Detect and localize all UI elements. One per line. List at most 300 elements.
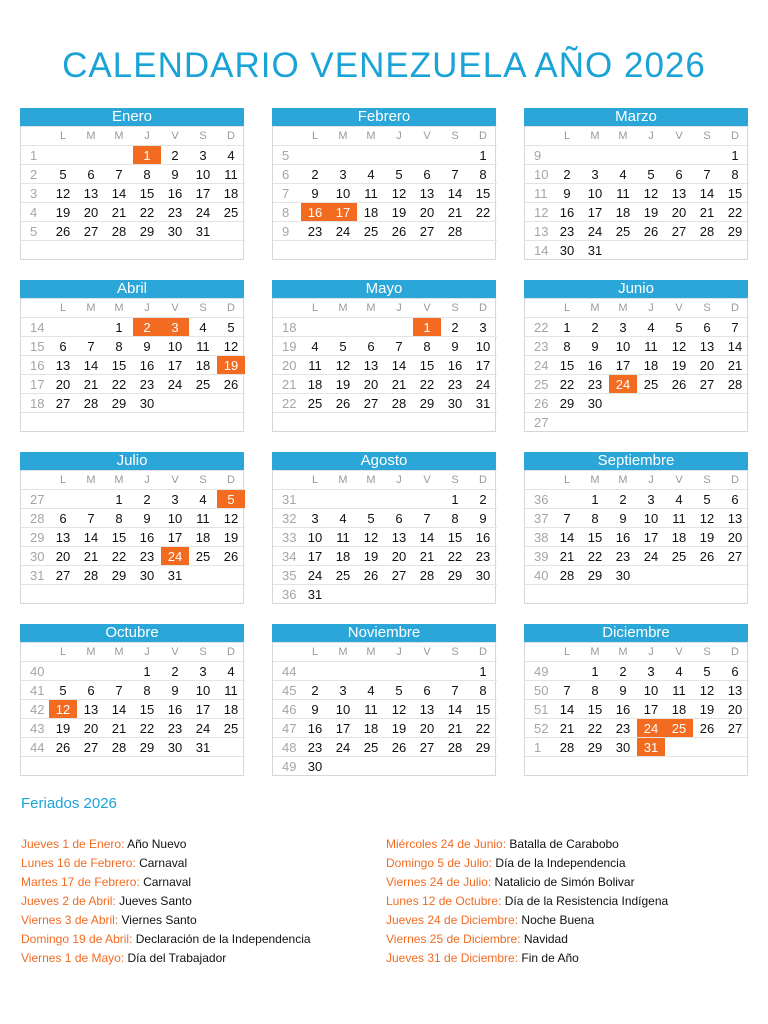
- holiday-item: [386, 911, 668, 930]
- day-cell: 7: [105, 680, 133, 699]
- weekday-label: S: [189, 642, 217, 661]
- day-cell: 10: [161, 336, 189, 355]
- weekday-label: M: [357, 298, 385, 317]
- day-cell: 1: [581, 489, 609, 508]
- weekday-label: M: [329, 642, 357, 661]
- day-cell: 27: [721, 546, 749, 565]
- day-cell: [721, 756, 749, 775]
- day-cell: [385, 489, 413, 508]
- week-number: 29: [21, 527, 49, 546]
- day-cell: 7: [553, 680, 581, 699]
- day-cell: 20: [721, 527, 749, 546]
- week-number: 41: [21, 680, 49, 699]
- day-cell: [385, 145, 413, 164]
- day-cell: 20: [385, 546, 413, 565]
- day-cell: 18: [189, 527, 217, 546]
- day-cell: 22: [581, 718, 609, 737]
- day-cell: 24: [189, 718, 217, 737]
- day-cell: 20: [413, 718, 441, 737]
- holiday-item: [21, 892, 311, 911]
- day-cell: 20: [413, 202, 441, 221]
- day-cell: 15: [469, 183, 497, 202]
- day-cell: 17: [469, 355, 497, 374]
- holiday-name: Declaración de la Independencia: [135, 932, 311, 946]
- month-days-grid: [524, 298, 748, 432]
- day-cell: 3: [637, 489, 665, 508]
- weekday-label: S: [189, 126, 217, 145]
- day-cell: [189, 240, 217, 259]
- day-cell: [693, 737, 721, 756]
- day-cell: 3: [329, 164, 357, 183]
- day-cell: 5: [385, 164, 413, 183]
- day-cell: 16: [581, 355, 609, 374]
- day-cell: [693, 756, 721, 775]
- day-cell: 29: [133, 737, 161, 756]
- day-cell: 5: [385, 680, 413, 699]
- day-cell: 3: [301, 508, 329, 527]
- day-cell: 15: [581, 527, 609, 546]
- day-cell: 18: [189, 355, 217, 374]
- day-cell: 9: [581, 336, 609, 355]
- month-name: Junio: [524, 280, 748, 298]
- day-cell: [413, 489, 441, 508]
- day-cell: [637, 145, 665, 164]
- holiday-day-cell: 24: [161, 546, 189, 565]
- day-cell: 25: [665, 546, 693, 565]
- day-cell: 11: [189, 508, 217, 527]
- day-cell: 14: [441, 699, 469, 718]
- day-cell: 12: [693, 680, 721, 699]
- day-cell: [133, 240, 161, 259]
- month-diciembre: [524, 624, 748, 777]
- day-cell: 13: [693, 336, 721, 355]
- day-cell: [469, 584, 497, 603]
- day-cell: [105, 412, 133, 431]
- day-cell: [105, 756, 133, 775]
- week-number: 49: [525, 661, 553, 680]
- day-cell: [49, 489, 77, 508]
- day-cell: 11: [301, 355, 329, 374]
- day-cell: 10: [189, 680, 217, 699]
- week-number: 49: [273, 756, 301, 775]
- holiday-day-cell: 17: [329, 202, 357, 221]
- day-cell: 27: [385, 565, 413, 584]
- holiday-item: [386, 873, 668, 892]
- day-cell: 8: [581, 508, 609, 527]
- day-cell: 9: [609, 508, 637, 527]
- day-cell: [301, 412, 329, 431]
- day-cell: [553, 584, 581, 603]
- day-cell: 29: [441, 565, 469, 584]
- day-cell: 25: [301, 393, 329, 412]
- day-cell: [413, 412, 441, 431]
- day-cell: [385, 584, 413, 603]
- day-cell: 16: [609, 699, 637, 718]
- day-cell: 5: [693, 489, 721, 508]
- holiday-item: [386, 930, 668, 949]
- day-cell: 28: [385, 393, 413, 412]
- weekday-label: M: [105, 126, 133, 145]
- weekday-label: J: [637, 470, 665, 489]
- day-cell: 17: [637, 527, 665, 546]
- day-cell: 10: [609, 336, 637, 355]
- day-cell: 28: [77, 393, 105, 412]
- day-cell: [357, 412, 385, 431]
- day-cell: [301, 661, 329, 680]
- day-cell: 7: [105, 164, 133, 183]
- day-cell: 15: [133, 183, 161, 202]
- day-cell: 11: [357, 183, 385, 202]
- holiday-name: Navidad: [523, 932, 568, 946]
- day-cell: 29: [553, 393, 581, 412]
- day-cell: 10: [301, 527, 329, 546]
- day-cell: 19: [693, 527, 721, 546]
- month-name: Diciembre: [524, 624, 748, 642]
- day-cell: 21: [77, 546, 105, 565]
- day-cell: 22: [469, 718, 497, 737]
- day-cell: 11: [217, 680, 245, 699]
- week-number: 28: [21, 508, 49, 527]
- weekday-label: M: [609, 298, 637, 317]
- weekday-label: L: [49, 126, 77, 145]
- day-cell: [301, 489, 329, 508]
- day-cell: [637, 393, 665, 412]
- day-cell: 11: [357, 699, 385, 718]
- day-cell: [77, 756, 105, 775]
- day-cell: [385, 317, 413, 336]
- day-cell: [665, 145, 693, 164]
- day-cell: [413, 240, 441, 259]
- day-cell: [357, 756, 385, 775]
- day-cell: 16: [609, 527, 637, 546]
- day-cell: 19: [49, 202, 77, 221]
- day-cell: 25: [217, 202, 245, 221]
- weekday-label: M: [609, 126, 637, 145]
- day-cell: [357, 240, 385, 259]
- week-number: 13: [525, 221, 553, 240]
- weekday-label: D: [721, 470, 749, 489]
- week-number: 42: [21, 699, 49, 718]
- day-cell: 6: [665, 164, 693, 183]
- day-cell: [609, 145, 637, 164]
- day-cell: 8: [721, 164, 749, 183]
- day-cell: 6: [385, 508, 413, 527]
- month-days-grid: [20, 642, 244, 776]
- day-cell: 2: [161, 145, 189, 164]
- week-number: 44: [21, 737, 49, 756]
- holiday-name: Día del Trabajador: [127, 951, 227, 965]
- week-number: 26: [525, 393, 553, 412]
- day-cell: [413, 661, 441, 680]
- day-cell: [161, 756, 189, 775]
- week-number: 52: [525, 718, 553, 737]
- day-cell: [77, 661, 105, 680]
- day-cell: 12: [693, 508, 721, 527]
- day-cell: 13: [77, 183, 105, 202]
- day-cell: 21: [77, 374, 105, 393]
- day-cell: 27: [357, 393, 385, 412]
- day-cell: 5: [665, 317, 693, 336]
- weekday-label: V: [413, 298, 441, 317]
- week-number: 25: [525, 374, 553, 393]
- weekday-label: J: [133, 642, 161, 661]
- day-cell: 14: [105, 699, 133, 718]
- day-cell: 3: [189, 661, 217, 680]
- day-cell: [49, 240, 77, 259]
- weekday-label: M: [105, 470, 133, 489]
- day-cell: 5: [49, 164, 77, 183]
- day-cell: 26: [385, 737, 413, 756]
- day-cell: 9: [609, 680, 637, 699]
- weekday-label: J: [385, 298, 413, 317]
- day-cell: 9: [133, 508, 161, 527]
- day-cell: 1: [469, 145, 497, 164]
- day-cell: [105, 584, 133, 603]
- holiday-item: [386, 854, 668, 873]
- holiday-name: Fin de Año: [521, 951, 579, 965]
- weekday-label: M: [609, 642, 637, 661]
- day-cell: 23: [469, 546, 497, 565]
- day-cell: 27: [49, 393, 77, 412]
- day-cell: 15: [105, 527, 133, 546]
- day-cell: 11: [189, 336, 217, 355]
- weekday-label: J: [637, 642, 665, 661]
- day-cell: 7: [441, 680, 469, 699]
- day-cell: 21: [105, 718, 133, 737]
- day-cell: 4: [357, 680, 385, 699]
- day-cell: 8: [133, 680, 161, 699]
- day-cell: 28: [105, 737, 133, 756]
- weekday-label: M: [329, 470, 357, 489]
- weekday-label: J: [385, 642, 413, 661]
- day-cell: 3: [161, 489, 189, 508]
- weekday-label: V: [413, 470, 441, 489]
- week-number: 11: [525, 183, 553, 202]
- day-cell: 4: [357, 164, 385, 183]
- day-cell: 16: [161, 183, 189, 202]
- week-number: [21, 756, 49, 775]
- month-agosto: [272, 452, 496, 605]
- month-marzo: [524, 108, 748, 261]
- day-cell: [189, 565, 217, 584]
- holiday-date: Viernes 3 de Abril:: [21, 913, 119, 927]
- day-cell: [77, 489, 105, 508]
- day-cell: 15: [413, 355, 441, 374]
- day-cell: 17: [609, 355, 637, 374]
- day-cell: 13: [357, 355, 385, 374]
- holiday-date: Jueves 1 de Enero:: [21, 837, 125, 851]
- day-cell: 5: [49, 680, 77, 699]
- week-number: 35: [273, 565, 301, 584]
- weekday-label: S: [441, 470, 469, 489]
- day-cell: 14: [553, 527, 581, 546]
- day-cell: 17: [189, 699, 217, 718]
- holiday-name: Noche Buena: [521, 913, 595, 927]
- week-number: 51: [525, 699, 553, 718]
- holiday-item: [386, 892, 668, 911]
- month-name: Julio: [20, 452, 244, 470]
- day-cell: [329, 317, 357, 336]
- day-cell: 25: [189, 374, 217, 393]
- weekday-label: M: [105, 298, 133, 317]
- week-number-header: [273, 470, 301, 489]
- day-cell: [77, 412, 105, 431]
- day-cell: [553, 756, 581, 775]
- day-cell: 29: [469, 737, 497, 756]
- day-cell: 2: [581, 317, 609, 336]
- day-cell: 13: [413, 699, 441, 718]
- day-cell: [581, 412, 609, 431]
- day-cell: 2: [441, 317, 469, 336]
- day-cell: [105, 661, 133, 680]
- weekday-label: L: [301, 470, 329, 489]
- day-cell: 26: [693, 718, 721, 737]
- month-name: Noviembre: [272, 624, 496, 642]
- week-number-header: [273, 126, 301, 145]
- day-cell: 11: [329, 527, 357, 546]
- day-cell: 24: [637, 546, 665, 565]
- day-cell: 6: [413, 164, 441, 183]
- holiday-date: Jueves 2 de Abril:: [21, 894, 116, 908]
- day-cell: 4: [217, 145, 245, 164]
- day-cell: 10: [161, 508, 189, 527]
- day-cell: 29: [105, 393, 133, 412]
- day-cell: 14: [693, 183, 721, 202]
- week-number: 24: [525, 355, 553, 374]
- day-cell: 22: [581, 546, 609, 565]
- day-cell: 11: [665, 508, 693, 527]
- day-cell: 28: [553, 565, 581, 584]
- day-cell: 20: [721, 699, 749, 718]
- week-number: 21: [273, 374, 301, 393]
- page-title: CALENDARIO VENEZUELA AÑO 2026: [62, 46, 706, 85]
- day-cell: 21: [441, 202, 469, 221]
- weekday-label: M: [329, 298, 357, 317]
- week-number: 14: [525, 240, 553, 259]
- day-cell: 28: [693, 221, 721, 240]
- week-number: 1: [21, 145, 49, 164]
- day-cell: [441, 584, 469, 603]
- day-cell: [581, 145, 609, 164]
- day-cell: 10: [581, 183, 609, 202]
- holiday-date: Miércoles 24 de Junio:: [386, 837, 507, 851]
- month-name: Octubre: [20, 624, 244, 642]
- week-number: 22: [273, 393, 301, 412]
- day-cell: 25: [637, 374, 665, 393]
- day-cell: 31: [581, 240, 609, 259]
- holiday-day-cell: 5: [217, 489, 245, 508]
- weekday-label: J: [133, 126, 161, 145]
- day-cell: [301, 145, 329, 164]
- day-cell: [189, 756, 217, 775]
- holiday-name: Carnaval: [139, 856, 188, 870]
- month-name: Marzo: [524, 108, 748, 126]
- holiday-list-right: [386, 835, 668, 968]
- day-cell: 21: [721, 355, 749, 374]
- holiday-date: Viernes 25 de Diciembre:: [386, 932, 521, 946]
- week-number: 27: [525, 412, 553, 431]
- day-cell: 23: [581, 374, 609, 393]
- day-cell: 19: [385, 202, 413, 221]
- day-cell: 7: [385, 336, 413, 355]
- day-cell: 22: [469, 202, 497, 221]
- month-name: Enero: [20, 108, 244, 126]
- holiday-item: [21, 949, 311, 968]
- month-days-grid: [20, 298, 244, 432]
- day-cell: 20: [49, 546, 77, 565]
- day-cell: 10: [189, 164, 217, 183]
- day-cell: 30: [161, 221, 189, 240]
- day-cell: 26: [49, 737, 77, 756]
- day-cell: 30: [553, 240, 581, 259]
- weekday-label: M: [77, 642, 105, 661]
- day-cell: 14: [385, 355, 413, 374]
- weekday-label: M: [581, 470, 609, 489]
- day-cell: 18: [357, 718, 385, 737]
- day-cell: 4: [665, 661, 693, 680]
- day-cell: [609, 412, 637, 431]
- holiday-item: [21, 930, 311, 949]
- day-cell: 8: [413, 336, 441, 355]
- day-cell: 14: [105, 183, 133, 202]
- day-cell: [77, 317, 105, 336]
- day-cell: 18: [301, 374, 329, 393]
- day-cell: 20: [665, 202, 693, 221]
- day-cell: 15: [133, 699, 161, 718]
- day-cell: 6: [77, 680, 105, 699]
- week-number: [525, 584, 553, 603]
- day-cell: 17: [161, 355, 189, 374]
- month-days-grid: [272, 470, 496, 604]
- day-cell: 5: [693, 661, 721, 680]
- day-cell: 29: [133, 221, 161, 240]
- day-cell: [693, 240, 721, 259]
- day-cell: 11: [665, 680, 693, 699]
- day-cell: 29: [413, 393, 441, 412]
- weekday-label: V: [665, 298, 693, 317]
- day-cell: [385, 412, 413, 431]
- day-cell: 1: [469, 661, 497, 680]
- day-cell: [217, 221, 245, 240]
- day-cell: [49, 412, 77, 431]
- week-number-header: [525, 298, 553, 317]
- week-number: 23: [525, 336, 553, 355]
- week-number: 47: [273, 718, 301, 737]
- day-cell: 30: [133, 565, 161, 584]
- day-cell: [693, 393, 721, 412]
- weekday-label: V: [413, 642, 441, 661]
- day-cell: [553, 412, 581, 431]
- day-cell: 13: [413, 183, 441, 202]
- day-cell: 26: [637, 221, 665, 240]
- day-cell: 24: [161, 374, 189, 393]
- week-number-header: [21, 126, 49, 145]
- day-cell: [329, 756, 357, 775]
- day-cell: 31: [189, 737, 217, 756]
- week-number: 8: [273, 202, 301, 221]
- weekday-label: M: [77, 126, 105, 145]
- day-cell: 13: [385, 527, 413, 546]
- day-cell: 18: [665, 699, 693, 718]
- day-cell: 25: [357, 221, 385, 240]
- day-cell: [161, 393, 189, 412]
- week-number: 9: [273, 221, 301, 240]
- day-cell: 6: [49, 336, 77, 355]
- weekday-label: J: [637, 298, 665, 317]
- day-cell: 13: [49, 527, 77, 546]
- day-cell: 9: [161, 680, 189, 699]
- day-cell: [721, 565, 749, 584]
